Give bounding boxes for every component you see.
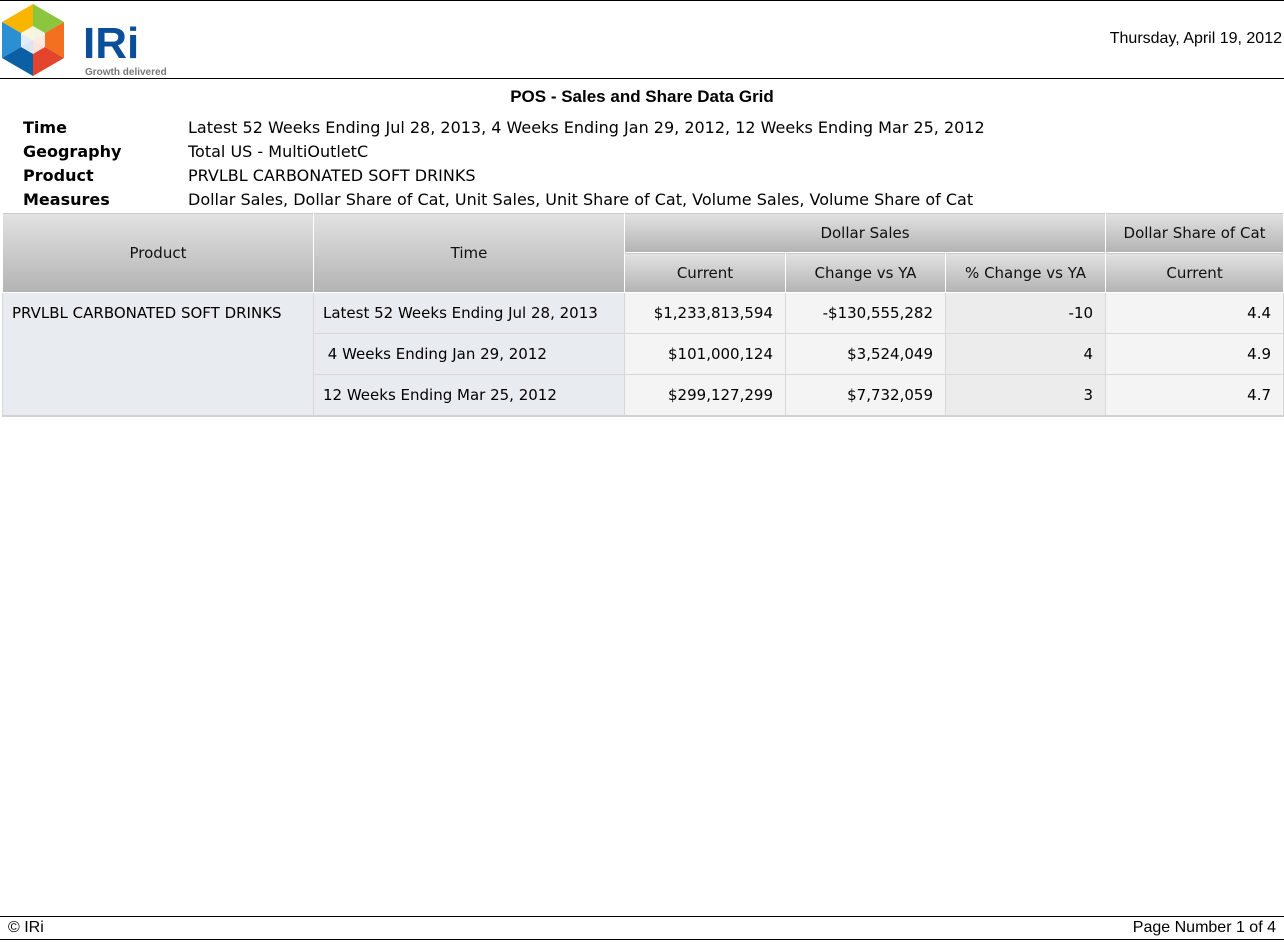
filter-label: Time [23, 118, 67, 137]
filter-label: Measures [23, 190, 110, 209]
group-header-dollar-sales[interactable]: Dollar Sales [625, 213, 1106, 253]
pct-change-cell: -10 [946, 293, 1106, 334]
pct-change-cell: 3 [946, 375, 1106, 417]
share-cell: 4.7 [1106, 375, 1284, 417]
column-header-share-current[interactable]: Current [1106, 253, 1284, 293]
pct-change-cell: 4 [946, 334, 1106, 375]
footer-page-number: Page Number 1 of 4 [1132, 919, 1276, 936]
footer-rule [0, 916, 1284, 917]
change-cell: -$130,555,282 [786, 293, 946, 334]
sales-data-grid [2, 212, 1284, 417]
filter-label: Geography [23, 142, 122, 161]
current-cell: $1,233,813,594 [625, 293, 786, 334]
column-header-pct-change[interactable]: % Change vs YA [946, 253, 1106, 293]
filter-measures [23, 189, 985, 213]
top-rule [0, 0, 1284, 1]
column-header-change[interactable]: Change vs YA [786, 253, 946, 293]
column-header-product[interactable]: Product [3, 213, 314, 293]
column-header-time[interactable]: Time [314, 213, 625, 293]
report-filters [23, 117, 985, 213]
share-cell: 4.9 [1106, 334, 1284, 375]
column-header-current[interactable]: Current [625, 253, 786, 293]
report-title: POS - Sales and Share Data Grid [510, 87, 774, 106]
footer-rule [0, 939, 1284, 940]
current-cell: $299,127,299 [625, 375, 786, 417]
footer-copyright: © IRi [8, 919, 44, 936]
change-cell: $7,732,059 [786, 375, 946, 417]
filter-value: PRVLBL CARBONATED SOFT DRINKS [188, 166, 476, 185]
svg-text:IRi: IRi [83, 19, 140, 68]
filter-product [23, 165, 985, 189]
filter-value: Latest 52 Weeks Ending Jul 28, 2013, 4 Weeks Ending Jan 29, 2012, 12 Weeks Ending Mar 25, 2012 [188, 118, 985, 137]
product-cell: PRVLBL CARBONATED SOFT DRINKS [3, 293, 314, 417]
filter-geography [23, 141, 985, 165]
time-cell: 12 Weeks Ending Mar 25, 2012 [314, 375, 625, 417]
filter-value: Total US - MultiOutletC [188, 142, 369, 161]
table-row [3, 293, 1284, 334]
filter-time [23, 117, 985, 141]
filter-value: Dollar Sales, Dollar Share of Cat, Unit Sales, Unit Share of Cat, Volume Sales, Volume Share of Cat [188, 190, 974, 209]
report-date: Thursday, April 19, 2012 [1109, 30, 1282, 47]
change-cell: $3,524,049 [786, 334, 946, 375]
iri-logo [0, 2, 180, 78]
current-cell: $101,000,124 [625, 334, 786, 375]
time-cell: Latest 52 Weeks Ending Jul 28, 2013 [314, 293, 625, 334]
svg-text:Growth delivered: Growth delivered [85, 67, 167, 78]
time-cell: 4 Weeks Ending Jan 29, 2012 [314, 334, 625, 375]
group-header-dollar-share[interactable]: Dollar Share of Cat [1106, 213, 1284, 253]
filter-label: Product [23, 166, 94, 185]
share-cell: 4.4 [1106, 293, 1284, 334]
header-rule [0, 78, 1284, 79]
